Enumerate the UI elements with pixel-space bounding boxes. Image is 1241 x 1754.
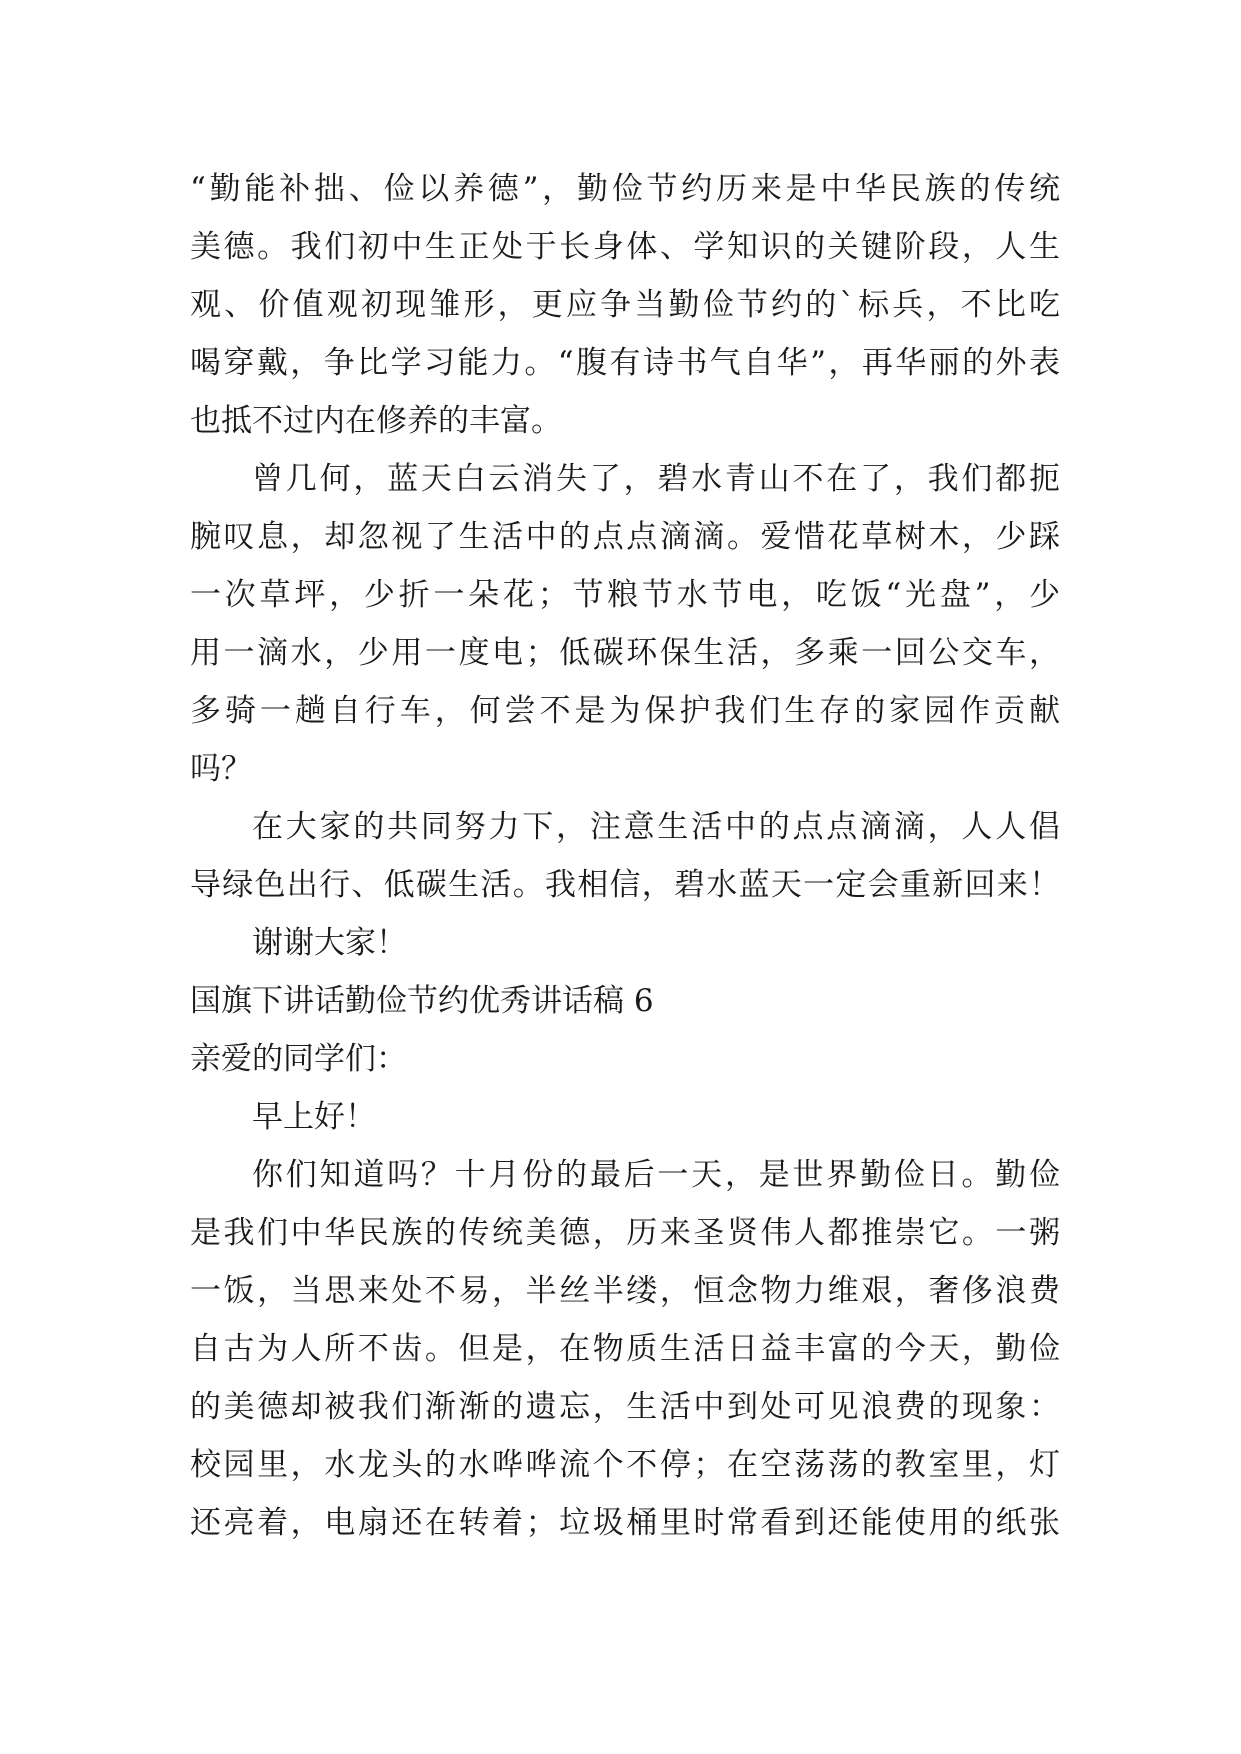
text-line: “勤能补拙、俭以养德”，勤俭节约历来是中华民族的传统 bbox=[190, 171, 1060, 207]
text-line: 曾几何，蓝天白云消失了，碧水青山不在了，我们都扼 bbox=[252, 461, 1060, 497]
text-line: 在大家的共同努力下，注意生活中的点点滴滴，人人倡 bbox=[252, 809, 1060, 845]
salutation: 亲爱的同学们： bbox=[190, 1041, 407, 1077]
text-line: 导绿色出行、低碳生活。我相信，碧水蓝天一定会重新回来！ bbox=[190, 867, 1060, 903]
text-line: 谢谢大家！ bbox=[252, 925, 407, 961]
text-line: 一饭，当思来处不易，半丝半缕，恒念物力维艰，奢侈浪费 bbox=[190, 1273, 1060, 1309]
section-title: 国旗下讲话勤俭节约优秀讲话稿 6 bbox=[190, 983, 654, 1019]
text-line: 的美德却被我们渐渐的遗忘，生活中到处可见浪费的现象： bbox=[190, 1389, 1060, 1425]
document-body bbox=[190, 160, 1060, 1552]
text-line: 校园里，水龙头的水哗哗流个不停；在空荡荡的教室里，灯 bbox=[190, 1447, 1060, 1483]
text-line: 也抵不过内在修养的丰富。 bbox=[190, 403, 562, 439]
text-line: 是我们中华民族的传统美德，历来圣贤伟人都推崇它。一粥 bbox=[190, 1215, 1060, 1251]
text-line: 喝穿戴，争比学习能力。“腹有诗书气自华”，再华丽的外表 bbox=[190, 345, 1060, 381]
text-line: 还亮着，电扇还在转着；垃圾桶里时常看到还能使用的纸张 bbox=[190, 1505, 1060, 1541]
text-line: 多骑一趟自行车，何尝不是为保护我们生存的家园作贡献 bbox=[190, 693, 1060, 729]
greeting: 早上好！ bbox=[252, 1099, 376, 1135]
text-line: 观、价值观初现雏形，更应争当勤俭节约的`标兵，不比吃 bbox=[190, 287, 1060, 323]
text-line: 用一滴水，少用一度电；低碳环保生活，多乘一回公交车， bbox=[190, 635, 1060, 671]
text-line: 你们知道吗？十月份的最后一天，是世界勤俭日。勤俭 bbox=[252, 1157, 1060, 1193]
text-line: 自古为人所不齿。但是，在物质生活日益丰富的今天，勤俭 bbox=[190, 1331, 1060, 1367]
text-line: 腕叹息，却忽视了生活中的点点滴滴。爱惜花草树木，少踩 bbox=[190, 519, 1060, 555]
text-line: 美德。我们初中生正处于长身体、学知识的关键阶段，人生 bbox=[190, 229, 1060, 265]
text-line: 一次草坪，少折一朵花；节粮节水节电，吃饭“光盘”，少 bbox=[190, 577, 1060, 613]
text-line: 吗？ bbox=[190, 751, 252, 787]
